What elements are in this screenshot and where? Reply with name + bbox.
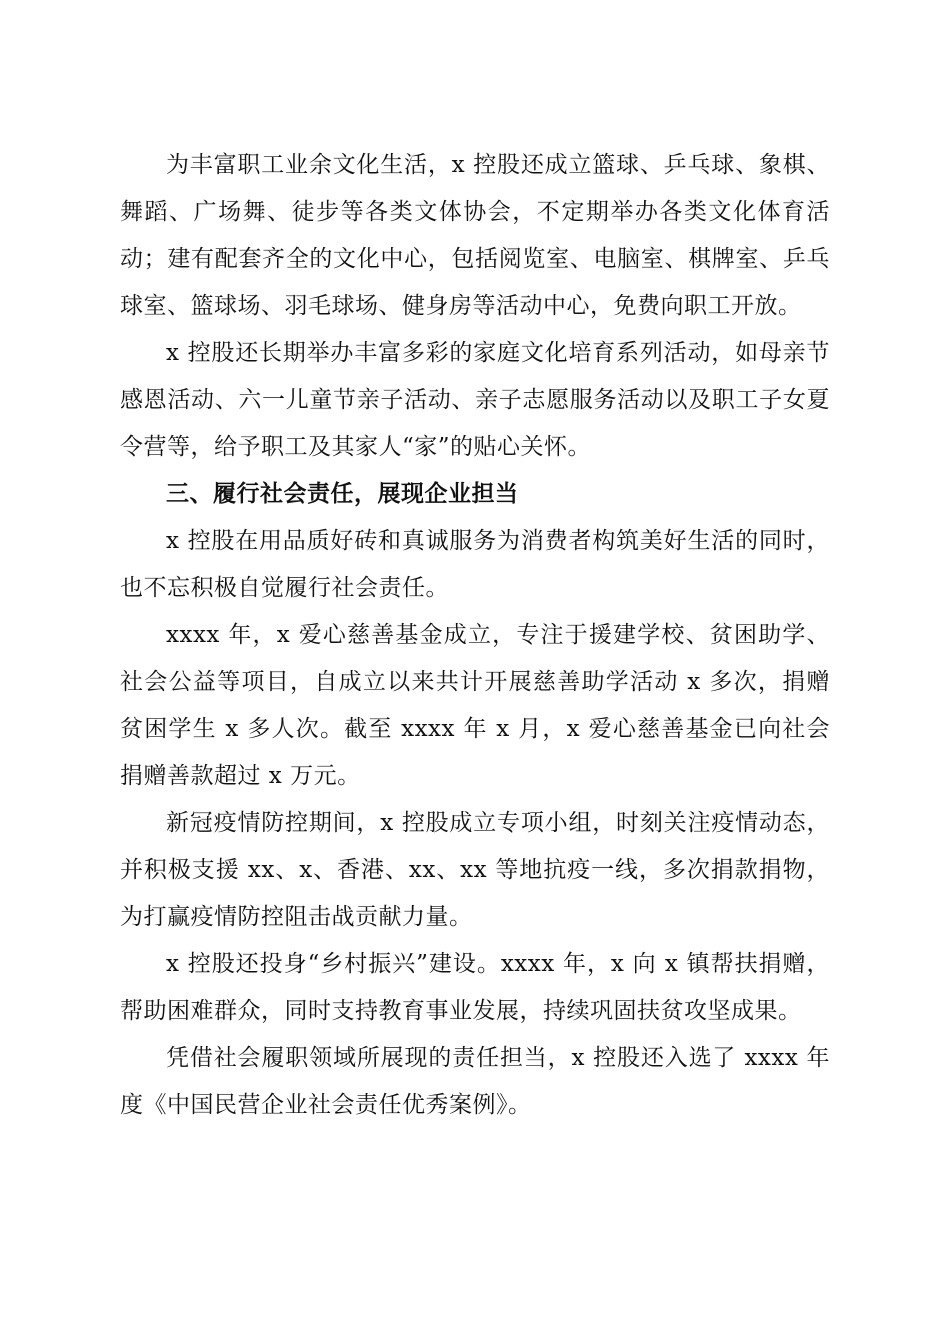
paragraph-charity-fund: xxxx 年，x 爱心慈善基金成立，专注于援建学校、贫困助学、社会公益等项目，自成立以来共计开展慈善助学活动 x 多次，捐赠贫困学生 x 多人次。截至 xxxx 年 x 月，x 爱心慈善基金已向社会捐赠善款超过 x 万元。: [120, 622, 830, 789]
section-heading-social-responsibility: 三、履行社会责任，展现企业担当: [166, 481, 519, 507]
document-body: [120, 142, 830, 1129]
paragraph-covid-support: 新冠疫情防控期间，x 控股成立专项小组，时刻关注疫情动态，并积极支援 xx、x、香港、xx、xx 等地抗疫一线，多次捐款捐物，为打赢疫情防控阻击战贡献力量。: [120, 810, 830, 930]
paragraph-rural-revitalization: x 控股还投身“乡村振兴”建设。xxxx 年，x 向 x 镇帮扶捐赠，帮助困难群众，同时支持教育事业发展，持续巩固扶贫攻坚成果。: [120, 951, 830, 1024]
paragraph-award: 凭借社会履职领域所展现的责任担当，x 控股还入选了 xxxx 年度《中国民营企业社会责任优秀案例》。: [120, 1045, 830, 1118]
paragraph-culture-activities: 为丰富职工业余文化生活，x 控股还成立篮球、乒乓球、象棋、舞蹈、广场舞、徒步等各类文体协会，不定期举办各类文化体育活动；建有配套齐全的文化中心，包括阅览室、电脑室、棋牌室、乒乓球室、篮球场、羽毛球场、健身房等活动中心，免费向职工开放。: [120, 152, 830, 319]
paragraph-family-culture: x 控股还长期举办丰富多彩的家庭文化培育系列活动，如母亲节感恩活动、六一儿童节亲子活动、亲子志愿服务活动以及职工子女夏令营等，给予职工及其家人“家”的贴心关怀。: [120, 340, 830, 460]
paragraph-responsibility-intro: x 控股在用品质好砖和真诚服务为消费者构筑美好生活的同时，也不忘积极自觉履行社会责任。: [120, 528, 830, 601]
